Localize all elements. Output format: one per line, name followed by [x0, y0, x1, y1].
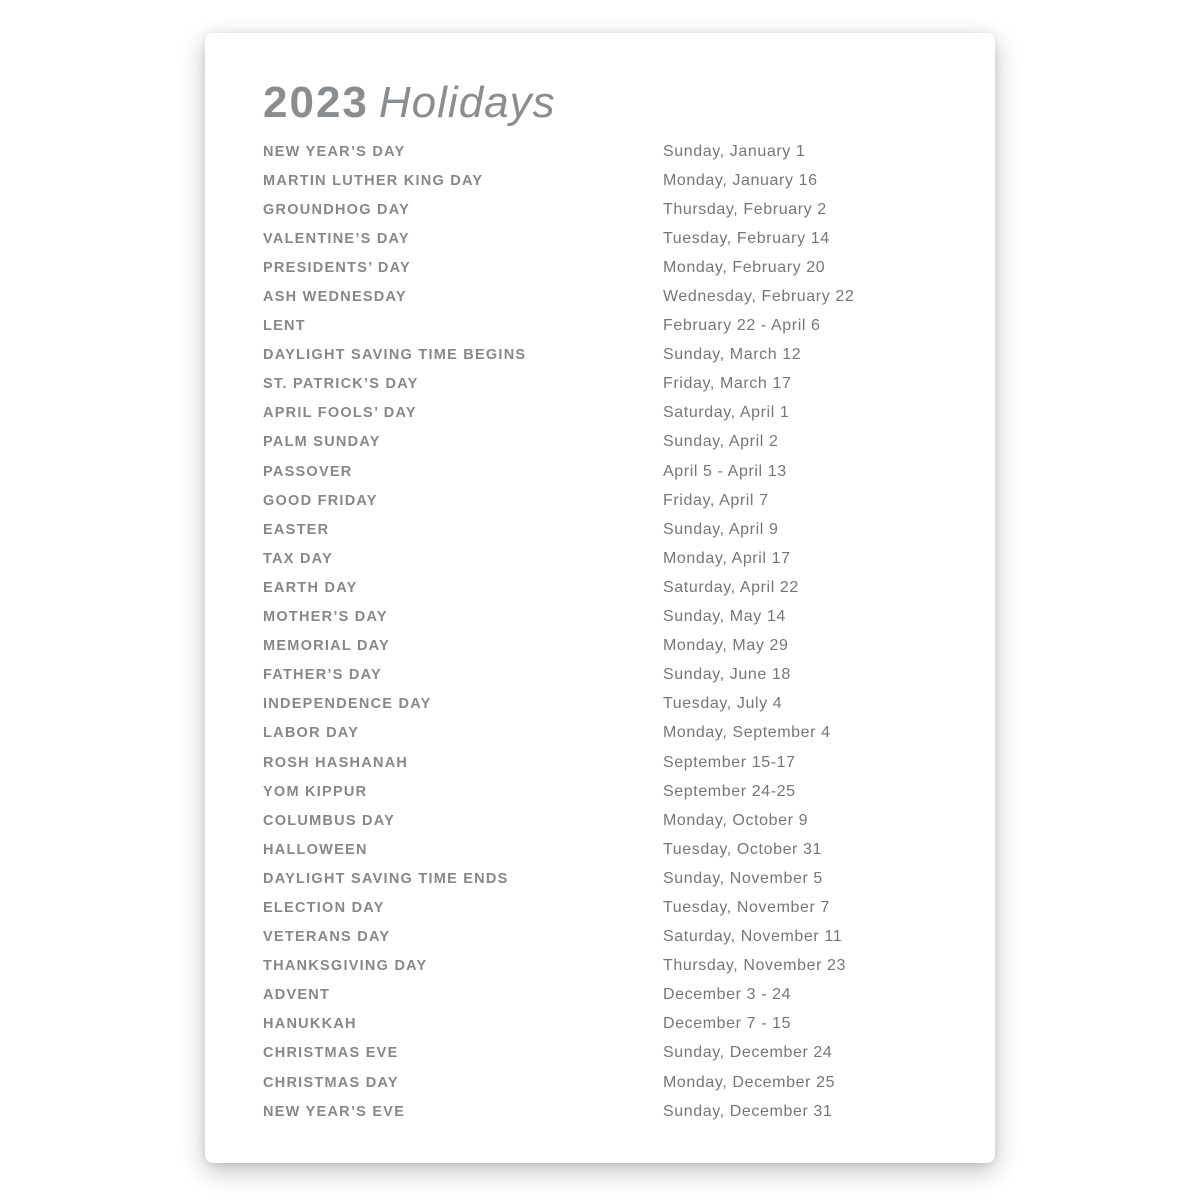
- holiday-date: Sunday, March 12: [663, 346, 802, 364]
- holiday-date: Friday, March 17: [663, 375, 792, 393]
- holiday-date: Monday, December 25: [663, 1073, 836, 1091]
- holiday-name: PRESIDENTS’ DAY: [263, 259, 411, 276]
- holiday-row: [263, 748, 965, 777]
- holiday-name: ASH WEDNESDAY: [263, 289, 407, 306]
- holiday-row: [263, 224, 965, 253]
- holiday-row: [263, 1010, 965, 1039]
- holiday-date: December 7 - 15: [663, 1015, 792, 1033]
- holiday-name: HALLOWEEN: [263, 841, 368, 858]
- holiday-name: EASTER: [263, 521, 330, 538]
- holiday-name: YOM KIPPUR: [263, 783, 368, 800]
- holiday-name: THANKSGIVING DAY: [263, 958, 428, 975]
- holiday-date: Sunday, December 24: [663, 1044, 833, 1062]
- holiday-date: Monday, May 29: [663, 637, 789, 655]
- holiday-row: [263, 428, 965, 457]
- holiday-row: [263, 661, 965, 690]
- holiday-name: VALENTINE’S DAY: [263, 230, 410, 247]
- holiday-date: April 5 - April 13: [663, 462, 787, 480]
- holiday-date: Tuesday, July 4: [663, 695, 783, 713]
- holiday-name: MEMORIAL DAY: [263, 638, 390, 655]
- holiday-row: [263, 399, 965, 428]
- holiday-date: Tuesday, October 31: [663, 840, 823, 858]
- holiday-name: CHRISTMAS EVE: [263, 1045, 399, 1062]
- holiday-row: [263, 1097, 965, 1126]
- holiday-date: Monday, April 17: [663, 549, 791, 567]
- holiday-row: [263, 515, 965, 544]
- holiday-name: PASSOVER: [263, 463, 353, 480]
- holiday-name: ST. PATRICK’S DAY: [263, 376, 419, 393]
- holiday-date: Monday, February 20: [663, 258, 826, 276]
- holiday-name: INDEPENDENCE DAY: [263, 696, 432, 713]
- holiday-row: [263, 835, 965, 864]
- holiday-name: DAYLIGHT SAVING TIME BEGINS: [263, 347, 527, 364]
- holiday-date: Monday, September 4: [663, 724, 831, 742]
- holiday-date: September 24-25: [663, 782, 796, 800]
- holiday-row: [263, 341, 965, 370]
- card-content: [263, 78, 965, 1126]
- holiday-row: [263, 806, 965, 835]
- holiday-name: HANUKKAH: [263, 1016, 357, 1033]
- holiday-row: [263, 632, 965, 661]
- holiday-date: Thursday, February 2: [663, 200, 827, 218]
- holiday-row: [263, 777, 965, 806]
- holiday-date: Saturday, April 1: [663, 404, 790, 422]
- holiday-date: February 22 - April 6: [663, 317, 821, 335]
- holiday-row: [263, 486, 965, 515]
- holiday-date: Sunday, November 5: [663, 869, 823, 887]
- holiday-name: ADVENT: [263, 987, 331, 1004]
- holiday-row: [263, 253, 965, 282]
- holiday-row: [263, 544, 965, 573]
- holiday-row: [263, 195, 965, 224]
- holiday-name: LENT: [263, 318, 306, 335]
- holiday-list: [263, 137, 965, 1126]
- holiday-name: TAX DAY: [263, 550, 333, 567]
- holiday-row: [263, 952, 965, 981]
- holiday-name: FATHER’S DAY: [263, 667, 382, 684]
- holiday-date: Tuesday, February 14: [663, 229, 830, 247]
- holiday-row: [263, 1039, 965, 1068]
- holiday-name: CHRISTMAS DAY: [263, 1074, 399, 1091]
- holiday-name: NEW YEAR’S DAY: [263, 143, 406, 160]
- holiday-date: September 15-17: [663, 753, 796, 771]
- holiday-date: Sunday, June 18: [663, 666, 791, 684]
- holiday-row: [263, 137, 965, 166]
- holiday-row: [263, 864, 965, 893]
- holiday-name: GROUNDHOG DAY: [263, 201, 411, 218]
- holiday-row: [263, 282, 965, 311]
- holiday-date: Sunday, April 9: [663, 520, 779, 538]
- holiday-name: ELECTION DAY: [263, 899, 385, 916]
- holiday-row: [263, 573, 965, 602]
- holiday-row: [263, 690, 965, 719]
- holiday-date: Wednesday, February 22: [663, 288, 855, 306]
- holiday-date: Monday, October 9: [663, 811, 809, 829]
- holiday-row: [263, 166, 965, 195]
- holiday-row: [263, 312, 965, 341]
- holiday-name: APRIL FOOLS’ DAY: [263, 405, 417, 422]
- holiday-name: LABOR DAY: [263, 725, 360, 742]
- holiday-name: GOOD FRIDAY: [263, 492, 378, 509]
- holiday-row: [263, 719, 965, 748]
- holiday-date: Tuesday, November 7: [663, 898, 831, 916]
- holiday-date: Monday, January 16: [663, 171, 818, 189]
- holiday-date: Sunday, December 31: [663, 1102, 833, 1120]
- title-year: 2023: [263, 78, 369, 127]
- holiday-date: Friday, April 7: [663, 491, 769, 509]
- holiday-date: Saturday, April 22: [663, 578, 799, 596]
- holiday-name: NEW YEAR’S EVE: [263, 1103, 406, 1120]
- title-word: Holidays: [378, 78, 556, 127]
- holiday-date: Sunday, January 1: [663, 142, 806, 160]
- holiday-row: [263, 603, 965, 632]
- holiday-name: ROSH HASHANAH: [263, 754, 409, 771]
- holiday-date: Sunday, April 2: [663, 433, 779, 451]
- holiday-date: December 3 - 24: [663, 986, 792, 1004]
- holiday-name: COLUMBUS DAY: [263, 812, 396, 829]
- holiday-row: [263, 981, 965, 1010]
- holiday-name: EARTH DAY: [263, 579, 358, 596]
- holiday-name: PALM SUNDAY: [263, 434, 381, 451]
- holiday-name: DAYLIGHT SAVING TIME ENDS: [263, 870, 509, 887]
- holiday-row: [263, 923, 965, 952]
- holiday-date: Sunday, May 14: [663, 608, 786, 626]
- holiday-name: MOTHER’S DAY: [263, 609, 388, 626]
- holiday-date: Saturday, November 11: [663, 928, 843, 946]
- holiday-row: [263, 457, 965, 486]
- holiday-row: [263, 370, 965, 399]
- page-title: [263, 78, 965, 127]
- holiday-row: [263, 893, 965, 922]
- holiday-date: Thursday, November 23: [663, 957, 847, 975]
- holiday-name: MARTIN LUTHER KING DAY: [263, 172, 484, 189]
- holiday-card: [205, 33, 995, 1163]
- holiday-name: VETERANS DAY: [263, 929, 391, 946]
- holiday-row: [263, 1068, 965, 1097]
